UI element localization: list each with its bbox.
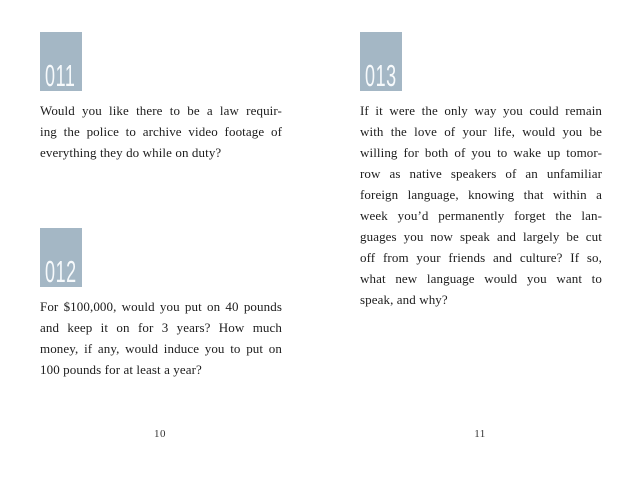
question-number: 012 (45, 254, 77, 289)
question-line: For $100,000, would you put on 40 pounds (40, 299, 282, 314)
question-text (360, 100, 602, 310)
question-line: week you’d permanently forget the lan- (360, 208, 602, 223)
question-line: everything they do while on duty? (40, 145, 222, 160)
question-line: and keep it on for 3 years? How much (40, 320, 282, 335)
questions (320, 0, 640, 480)
question-line: foreign language, knowing that within a (360, 187, 602, 202)
question-line: 100 pounds for at least a year? (40, 362, 202, 377)
question-number: 013 (365, 58, 397, 93)
question-number-badge (40, 32, 82, 91)
question-line: ing the police to archive video footage of (40, 124, 282, 139)
question-block (40, 228, 282, 380)
page-number: 10 (154, 428, 166, 440)
question-line: If it were the only way you could remain (360, 103, 602, 118)
book-page-right (320, 0, 640, 480)
question-line: speak, and why? (360, 292, 448, 307)
question-number: 011 (45, 58, 76, 93)
question-line: what new language would you want to (360, 271, 602, 286)
page-number: 11 (474, 428, 486, 440)
question-line: row as native speakers of an unfamiliar (360, 166, 602, 181)
question-line: off from your friends and culture? If so, (360, 250, 602, 265)
question-number-badge (40, 228, 82, 287)
question-block (360, 32, 602, 310)
question-line: money, if any, would induce you to put on (40, 341, 282, 356)
question-line: guages you now speak and largely be cut (360, 229, 602, 244)
question-line: Would you like there to be a law requir- (40, 103, 282, 118)
question-text (40, 100, 282, 163)
question-line: willing for both of you to wake up tomor- (360, 145, 602, 160)
question-block (40, 32, 282, 163)
question-text (40, 296, 282, 380)
question-number-badge (360, 32, 402, 91)
question-line: with the love of your life, would you be (360, 124, 602, 139)
